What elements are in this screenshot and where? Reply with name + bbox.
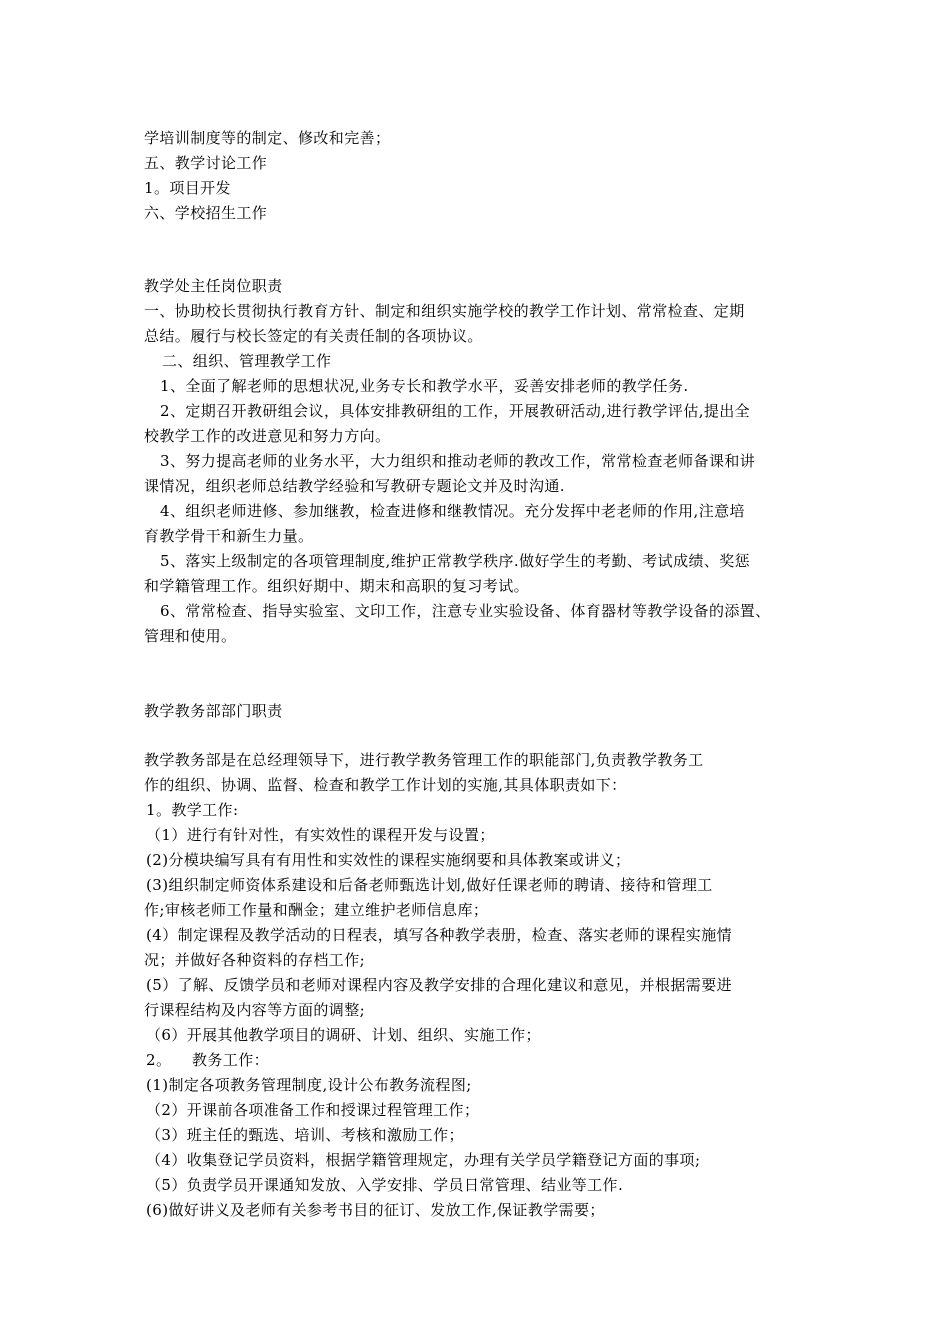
text-line: 1、全面了解老师的思想状况,业务专长和教学水平，妥善安排老师的教学任务. [160, 377, 689, 395]
list-item: 况；并做好各种资料的存档工作; [144, 951, 366, 969]
text-line: 2、定期召开教研组会议，具体安排教研组的工作，开展教研活动,进行教学评估,提出全 [160, 402, 751, 420]
list-item: (5）了解、反馈学员和老师对课程内容及教学安排的合理化建议和意见，并根据需要进 [146, 976, 732, 994]
list-item: (4）制定课程及教学活动的日程表，填写各种教学表册，检查、落实老师的课程实施情 [146, 926, 732, 944]
text-line: 教学教务部是在总经理领导下，进行教学教务管理工作的职能部门,负责教学教务工 [144, 751, 704, 769]
list-item: （4）收集登记学员资料，根据学籍管理规定，办理有关学员学籍登记方面的事项; [146, 1151, 701, 1169]
list-item: (1)制定各项教务管理制度,设计公布教务流程图; [146, 1076, 472, 1094]
list-item: 行课程结构及内容等方面的调整; [144, 1001, 366, 1019]
section-title: 教学教务部部门职责 [144, 702, 283, 720]
list-item: （1）进行有针对性，有实效性的课程开发与设置； [146, 826, 495, 844]
section-heading: 五、教学讨论工作 [144, 154, 268, 172]
text-line: 育教学骨干和新生力量。 [144, 527, 314, 545]
text-line: 课情况，组织老师总结教学经验和写教研专题论文并及时沟通. [144, 477, 565, 495]
text-line: 3、努力提高老师的业务水平，大力组织和推动老师的教改工作，常常检查老师备课和讲 [160, 452, 756, 470]
text-line: 总结。履行与校长签定的有关责任制的各项协议。 [144, 327, 483, 345]
list-item: (6)做好讲义及老师有关参考书目的征订、发放工作,保证教学需要； [146, 1201, 605, 1219]
text-line: 1。项目开发 [144, 179, 231, 197]
section-title: 教学处主任岗位职责 [144, 277, 283, 295]
list-item: （2）开课前各项准备工作和授课过程管理工作； [146, 1101, 480, 1119]
text-line: 6、常常检查、指导实验室、文印工作，注意专业实验设备、体育器材等教学设备的添置、 [160, 602, 771, 620]
list-item: (2)分模块编写具有有用性和实效性的课程实施纲要和具体教案或讲义； [146, 851, 631, 869]
text-line: 学培训制度等的制定、修改和完善； [144, 129, 391, 147]
text-line: 4、组织老师进修、参加继教，检查进修和继教情况。充分发挥中老老师的作用,注意培 [160, 502, 745, 520]
section-heading: 1。教学工作: [146, 801, 239, 819]
text-line: 一、协助校长贯彻执行教育方针、制定和组织实施学校的教学工作计划、常常检查、定期 [144, 302, 745, 320]
list-item: （3）班主任的甄选、培训、考核和激励工作； [146, 1126, 464, 1144]
section-heading: 二、组织、管理教学工作 [162, 352, 332, 370]
text-line: 作的组织、协调、监督、检查和教学工作计划的实施,其具体职责如下： [144, 776, 627, 794]
text-line: 管理和使用。 [144, 627, 237, 645]
list-item: 作;审核老师工作量和酬金；建立维护老师信息库； [144, 901, 489, 919]
text-line: 校教学工作的改进意见和努力方向。 [144, 427, 391, 445]
list-item: （6）开展其他教学项目的调研、计划、组织、实施工作； [146, 1026, 541, 1044]
list-item: (3)组织制定师资体系建设和后备老师甄选计划,做好任课老师的聘请、接待和管理工 [146, 876, 713, 894]
section-heading: 2。 教务工作： [146, 1051, 270, 1069]
list-item: （5）负责学员开课通知发放、入学安排、学员日常管理、结业等工作. [146, 1176, 624, 1194]
section-heading: 六、学校招生工作 [144, 204, 268, 222]
text-line: 和学籍管理工作。组织好期中、期末和高职的复习考试。 [144, 577, 530, 595]
text-line: 5、落实上级制定的各项管理制度,维护正常教学秩序.做好学生的考勤、考试成绩、奖惩 [160, 552, 751, 570]
